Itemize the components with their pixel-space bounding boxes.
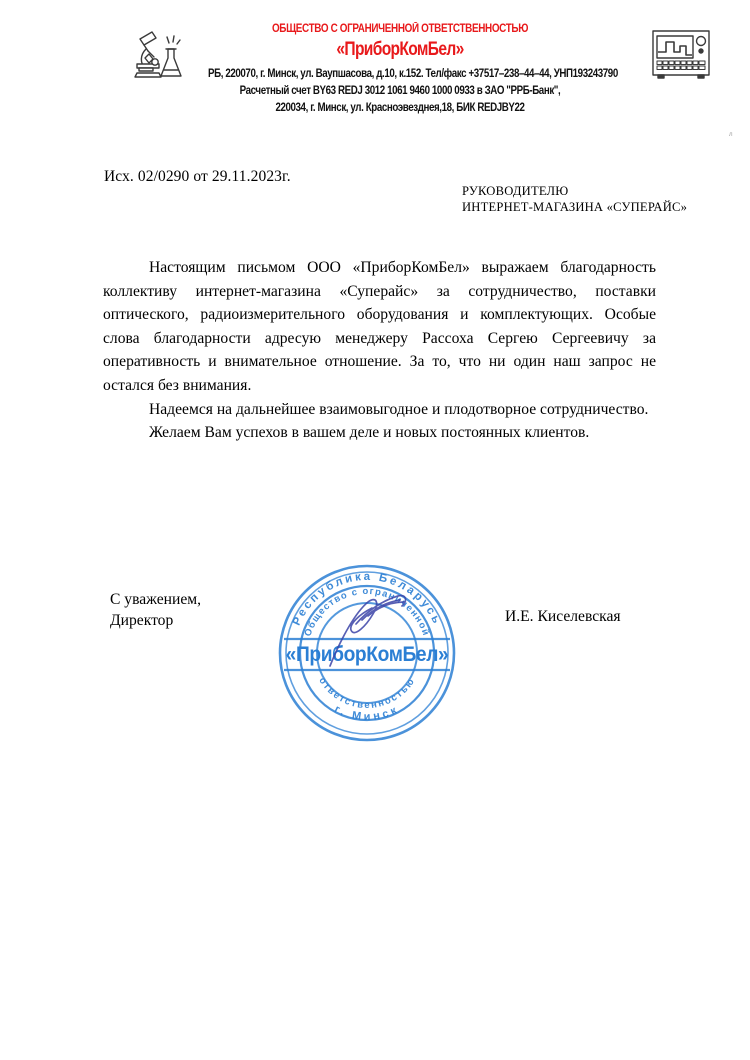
body-paragraph-2: Надеемся на дальнейшее взаимовыгодное и плодотворное сотрудничество. [149, 400, 649, 418]
signature-name: И.Е. Киселевская [505, 608, 621, 625]
signature-title: Директор [110, 612, 174, 629]
outgoing-reference: Исх. 02/0290 от 29.11.2023г. [104, 168, 291, 185]
stamp-inner-top-text: Общество с ограниченной [302, 585, 432, 638]
addressee-line-1: РУКОВОДИТЕЛЮ [462, 184, 569, 198]
signature-closing: С уважением, [110, 591, 202, 608]
body-paragraph-3: Желаем Вам успехов в вашем деле и новых постоянных клиентов. [149, 424, 590, 442]
oscilloscope-instrument-icon [650, 28, 714, 84]
stamp-inner-bottom-text: ответственностью [316, 675, 418, 712]
svg-text:ответственностью [316, 675, 417, 711]
addressee-block [462, 184, 687, 215]
address-line-1: РБ, 220070, г. Минск, ул. Ваупшасова, д.10, к.152. Тел/факс +37517–238–44–44, УНП193243790 [208, 66, 618, 80]
address-line-3: 220034, г. Минск, ул. Красноэвезднея,18, БИК REDJBY22 [275, 100, 525, 114]
letterhead-address-block [160, 65, 640, 116]
org-type-line: ОБЩЕСТВО С ОГРАНИЧЕННОЙ ОТВЕТСТВЕННОСТЬЮ [271, 23, 529, 35]
letter-body [103, 256, 656, 445]
letterhead [0, 22, 750, 147]
org-name-line: «ПриборКомБел» [336, 39, 464, 60]
address-line-2: Расчетный счет BY63 REDJ 3012 1061 9460 1000 0933 в ЗАО "РРБ-Банк", [239, 83, 561, 97]
stamp-outer-bottom-text: г. Минск [332, 703, 402, 724]
letterhead-text [160, 22, 640, 116]
signature-block-left [110, 589, 201, 631]
page-artifact-mark: л [729, 132, 733, 138]
addressee-line-2: ИНТЕРНЕТ-МАГАЗИНА «СУПЕРАЙС» [462, 199, 688, 214]
stamp-center-text: «ПриборКомБел» [285, 643, 449, 667]
company-round-stamp [272, 558, 462, 748]
body-paragraph-1: Настоящим письмом ООО «ПриборКомБел» выражаем благодарность коллективу интернет-магазина «Суперайс» за сотрудничество, поставки оптического, радиоизмерительного оборудования и комплектующих. Особые слова благодарности адресую менеджеру Рассоха Сергею Сергеевичу за оперативность и внимательное отношение. За то, что ни один наш запрос не остался без внимания. [103, 259, 656, 394]
stamp-outer-top-text: Республика Беларусь [290, 570, 444, 628]
